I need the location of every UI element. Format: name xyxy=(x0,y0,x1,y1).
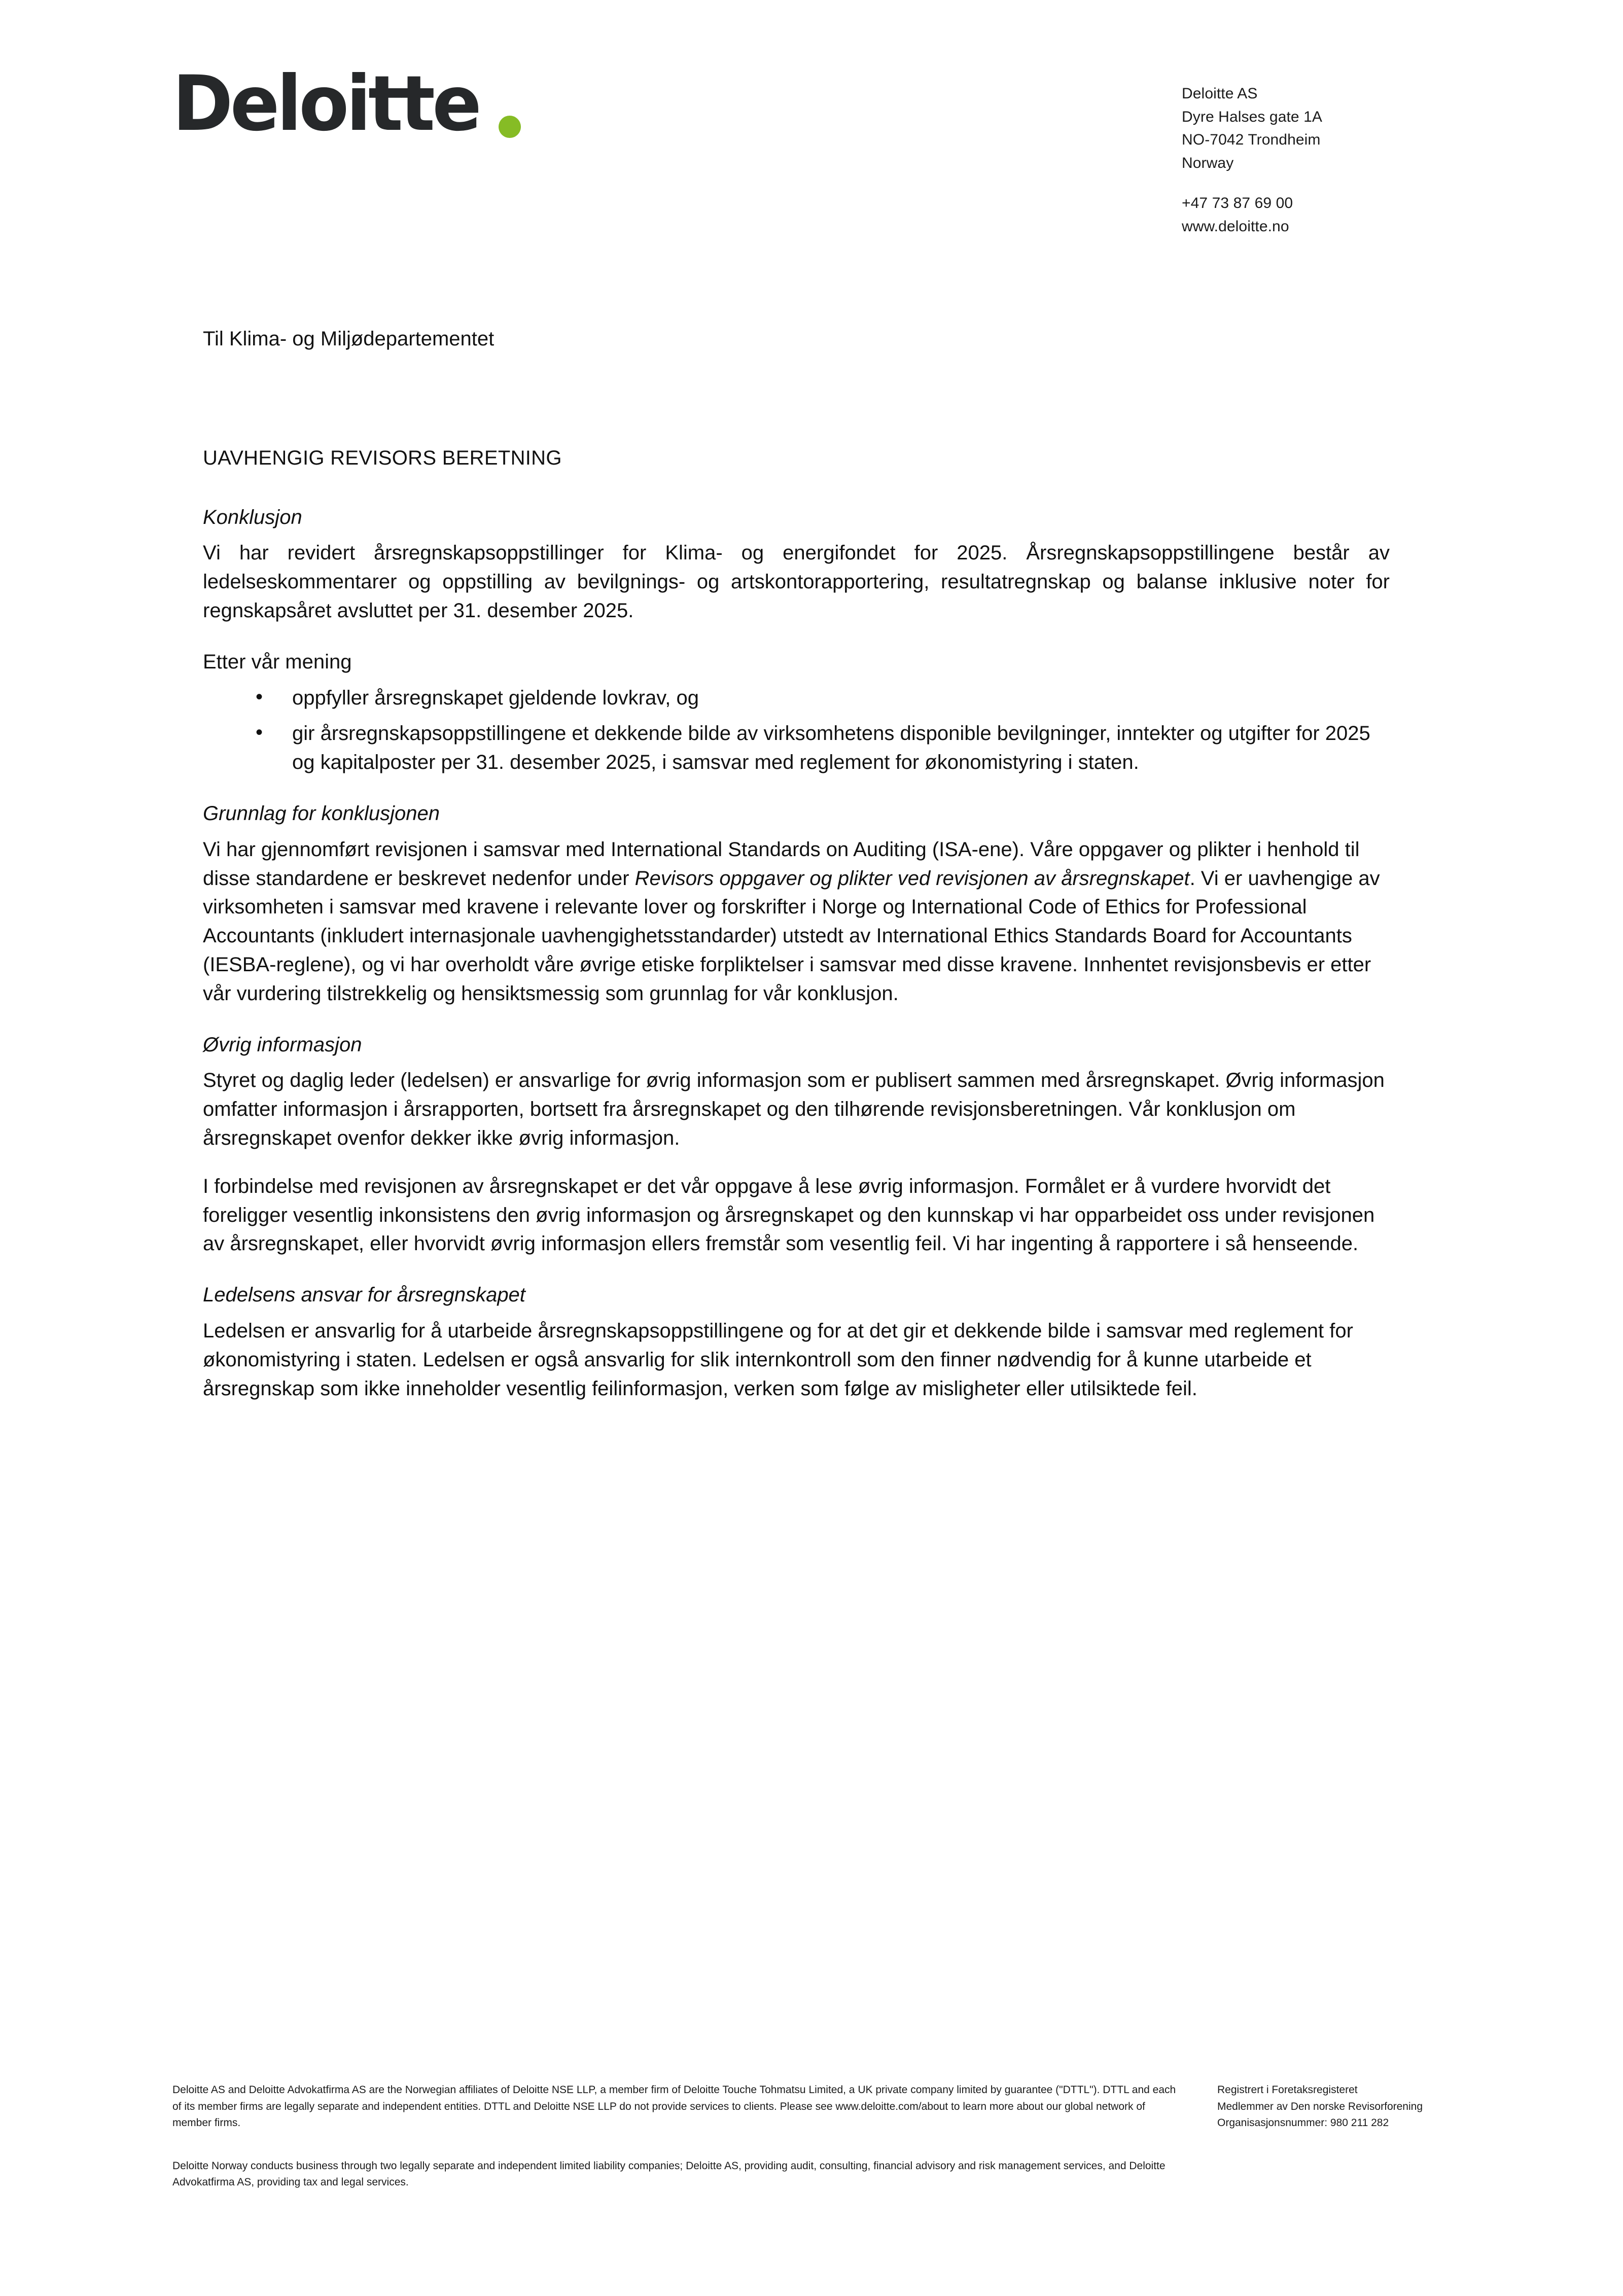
section-heading-grunnlag: Grunnlag for konklusjonen xyxy=(203,802,440,825)
section-heading-ledelsens-ansvar: Ledelsens ansvar for årsregnskapet xyxy=(203,1284,525,1306)
address-street: Dyre Halses gate 1A xyxy=(1182,108,1323,125)
ovrig-paragraph-2: I forbindelse med revisjonen av årsregnskapet er det vår oppgave å lese øvrig informasjon. Formålet er å vurdere hvorvidt det foreligger vesentlig inkonsistens den øvrig informasjon og årsregnskapet og den kunnskap vi har opparbeidet oss under revisjonen av årsregnskapet, eller hvorvidt øvrig informasjon ellers fremstår som vesentlig feil. Vi har ingenting å rapportere i så henseende. xyxy=(203,1175,1375,1255)
grunnlag-text-part2: . Vi er uavhengige av virksomheten i samsvar med kravene i relevante lover og forskrifter i Norge og International Code of Ethics for Professional Accountants (inkludert internasjonale uavhengighetsstandarder) utstedt av International Ethics Standards Board for Accountants (IESBA-reglene), og vi har overholdt våre øvrige etiske forpliktelser i samsvar med disse kravene. Innhentet revisjonsbevis er etter vår vurdering tilstrekkelig og hensiktsmessig som grunnlag for vår konklusjon. xyxy=(203,867,1380,1005)
address-country: Norway xyxy=(1182,154,1234,171)
section-konklusjon xyxy=(203,503,1390,625)
list-item: • oppfyller årsregnskapet gjeldende lovkrav, og xyxy=(256,684,1390,713)
footer-columns xyxy=(172,2082,1522,2132)
address-company: Deloitte AS xyxy=(1182,85,1258,102)
address-website: www.deloitte.no xyxy=(1182,218,1289,235)
section-ovrig-informasjon xyxy=(203,1031,1390,1259)
grunnlag-italic-reference: Revisors oppgaver og plikter ved revisjonen av årsregnskapet xyxy=(634,867,1190,890)
letterhead xyxy=(172,60,1511,269)
section-heading-ovrig: Øvrig informasjon xyxy=(203,1033,362,1056)
footer-legal-text: Deloitte AS and Deloitte Advokatfirma AS are the Norwegian affiliates of Deloitte NSE LLP, a member firm of Deloitte Touche Tohmatsu Limited, a UK private company limited by guarantee ("DTTL"). DTTL and each of its member firms are legally separate and independent entities. DTTL and Deloitte NSE LLP do not provide services to clients. Please see www.deloitte.com/about to learn more about our global network of member firms. xyxy=(172,2084,1176,2129)
page-title: UAVHENGIG REVISORS BERETNING xyxy=(203,446,562,469)
ovrig-paragraph-1: Styret og daglig leder (ledelsen) er ansvarlige for øvrig informasjon som er publisert sammen med årsregnskapet. Øvrig informasjon omfatter informasjon i årsrapporten, bortsett fra årsregnskapet og den tilhørende revisjonsberetningen. Vår konklusjon om årsregnskapet ovenfor dekker ikke øvrig informasjon. xyxy=(203,1069,1385,1149)
letter-body xyxy=(203,325,1390,1425)
footer-membership-line: Medlemmer av Den norske Revisorforening xyxy=(1217,2100,1423,2112)
recipient-line: Til Klima- og Miljødepartementet xyxy=(203,328,495,350)
page-footer xyxy=(172,2082,1522,2191)
section-grunnlag xyxy=(203,799,1390,1008)
ledelsens-ansvar-paragraph: Ledelsen er ansvarlig for å utarbeide årsregnskapsoppstillingene og for at det gir et dekkende bilde i samsvar med reglement for økonomistyring i staten. Ledelsen er også ansvarlig for slik internkontroll som den finner nødvendig for å kunne utarbeide et årsregnskap som ikke inneholder vesentlig feilinformasjon, verken som følge av misligheter eller utilsiktede feil. xyxy=(203,1319,1353,1400)
footer-registry-line: Registrert i Foretaksregisteret xyxy=(1217,2084,1358,2096)
address-phone: +47 73 87 69 00 xyxy=(1182,195,1293,212)
logo-dot-icon xyxy=(499,116,521,138)
section-mening xyxy=(203,648,1390,777)
logo-wordmark: Deloitte xyxy=(172,60,479,148)
list-item: • gir årsregnskapsoppstillingene et dekkende bilde av virksomhetens disponible bevilgninger, inntekter og utgifter for 2025 og kapitalposter per 31. desember 2025, i samsvar med reglement for økonomistyring i staten. xyxy=(256,719,1390,777)
footer-registration-block xyxy=(1217,2082,1522,2132)
mening-bullet-list xyxy=(203,684,1390,777)
mening-lead: Etter vår mening xyxy=(203,650,352,673)
grunnlag-paragraph xyxy=(203,835,1390,1008)
address-spacer xyxy=(1182,174,1322,192)
grunnlag-text-part1: Vi har gjennomført revisjonen i samsvar med International Standards on Auditing (ISA-ene). Våre oppgaver og plikter i henhold til disse standardene er beskrevet nedenfor under xyxy=(203,838,1360,890)
section-ledelsens-ansvar xyxy=(203,1281,1390,1403)
company-address-block xyxy=(1182,82,1322,238)
footer-orgnr-line: Organisasjonsnummer: 980 211 282 xyxy=(1217,2117,1389,2129)
konklusjon-paragraph: Vi har revidert årsregnskapsoppstillinger for Klima- og energifondet for 2025. Årsregnskapsoppstillingene består av ledelseskommentarer og oppstilling av bevilgnings- og artskontorapportering, resultatregnskap og balanse inklusive noter for regnskapsåret avsluttet per 31. desember 2025. xyxy=(203,542,1390,622)
footer-business-note: Deloitte Norway conducts business through two legally separate and independent limited liability companies; Deloitte AS, providing audit, consulting, financial advisory and risk management services, and Deloitte Advokatfirma AS, providing tax and legal services. xyxy=(172,2160,1166,2188)
address-city: NO-7042 Trondheim xyxy=(1182,131,1321,149)
deloitte-logo xyxy=(172,60,521,148)
section-heading-konklusjon: Konklusjon xyxy=(203,506,302,528)
